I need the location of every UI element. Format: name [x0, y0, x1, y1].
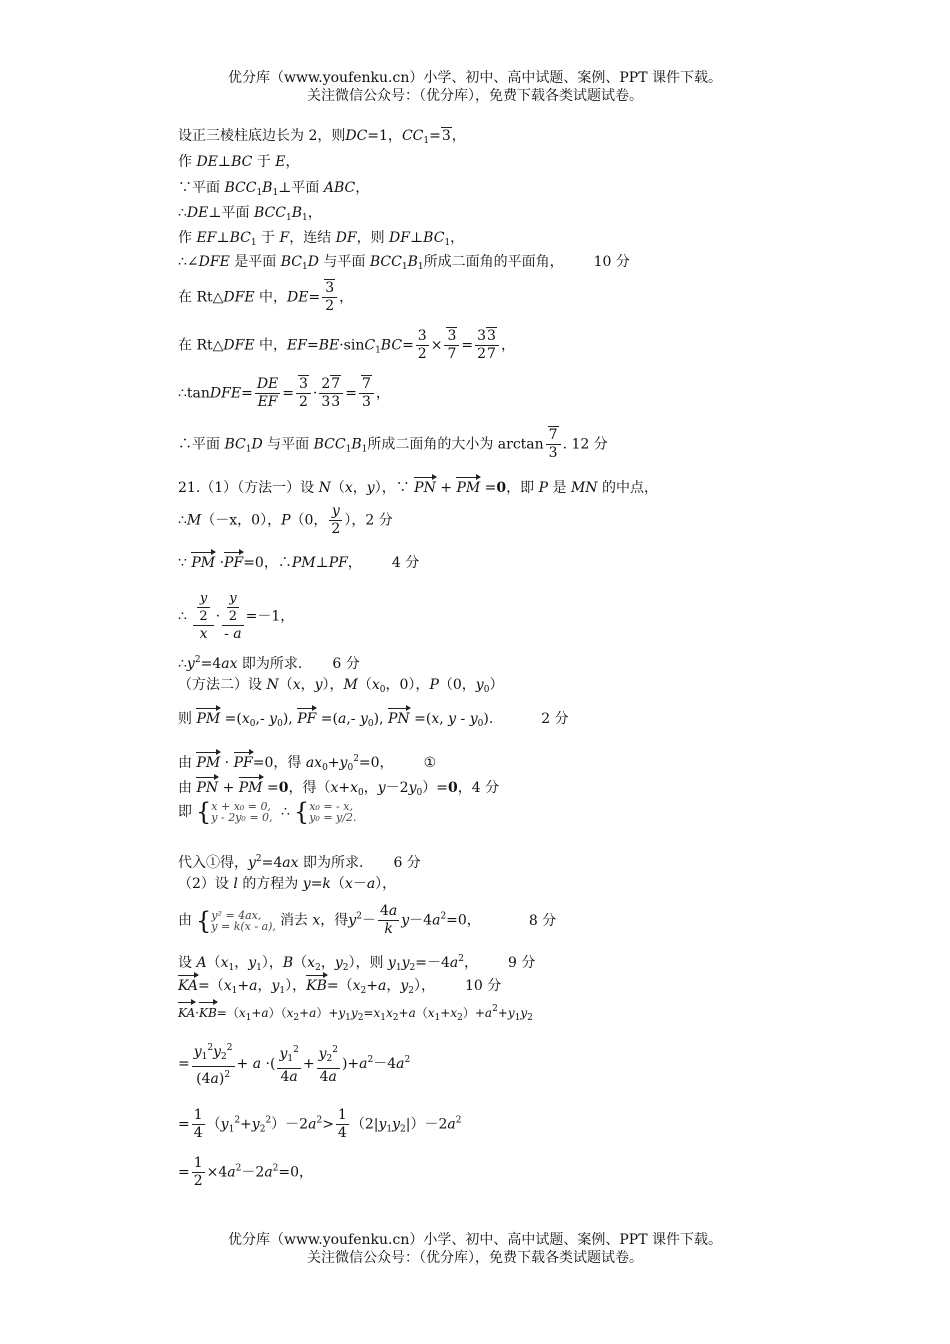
- line-ef-perp: 作 $EF\perp BC_1$ 于 F，连结 DF，则 $DF\perp BC_1$，: [178, 230, 465, 248]
- text: 于: [261, 230, 276, 246]
- text: 作: [178, 230, 192, 246]
- line-final: = $\frac{1}{2}$ $\times 4a^2-2a^2=0$，: [178, 1155, 314, 1189]
- text: 中，: [259, 289, 288, 306]
- page-footer-line-1: 优分库（www.youfenku.cn）小学、初中、高中试题、案例、PPT 课件下载。: [227, 1232, 722, 1248]
- text: 即: [178, 804, 192, 820]
- text: ∴平面: [178, 436, 220, 453]
- text: （0，: [290, 512, 328, 529]
- text: 于: [256, 154, 271, 170]
- text: 所成二面角的大小为 arctan: [367, 436, 544, 453]
- line-de-value: 在 Rt△DFE 中，DE= $\frac{3}{2}$ ，: [178, 280, 354, 314]
- text: 由: [178, 912, 192, 929]
- line-slope-product: ∴ $\frac{\frac{y}{2}}{x}$ · $\frac{\frac{y}{2}}{- a}$ =－1，: [178, 591, 295, 642]
- text: （方法二）设: [178, 677, 262, 693]
- score-label: 8 分: [528, 912, 557, 929]
- line-result-1: $\therefore y^2=4ax$ 即为所求. 6 分: [178, 655, 360, 672]
- score-label: 4 分: [391, 555, 420, 571]
- text: 则: [178, 711, 192, 727]
- line-pm-pf: ∵ PM ·PF=0，∴PM⊥PF， 4 分: [178, 551, 419, 572]
- text: 是平面: [234, 254, 277, 270]
- text: ⊥平面: [208, 205, 250, 221]
- text: 设: [178, 955, 192, 971]
- text: （－x，0），: [201, 512, 282, 529]
- text: ，连结: [289, 230, 332, 246]
- text: ）: [422, 780, 437, 796]
- text: 作: [178, 154, 192, 170]
- text: 即为所求.: [303, 855, 364, 871]
- text: 中，: [259, 337, 288, 354]
- text: 是: [552, 480, 567, 496]
- question-number: 21.（1）（方法一）设: [178, 480, 315, 496]
- line-dot-zero: 由 PM · PF=0，得 $ax_0+y_0^2=0$， ①: [178, 750, 436, 777]
- text: ，则: [356, 230, 385, 246]
- text: =0，得: [252, 755, 302, 771]
- text: 由: [178, 755, 192, 771]
- line-eliminate: 由 {y² = 4ax, y = k(x - a), 消去 x，得$y^2-$ $\frac{4a}{k}$ $y-4a^2=0$， 8 分: [178, 903, 557, 937]
- text: 所成二面角的平面角，: [423, 254, 564, 270]
- text: ∴: [178, 656, 187, 672]
- text: 与平面: [323, 254, 366, 270]
- line-expand-1: = $\frac{y_1^2y_2^2}{(4a)^2}$ + a ·( $\frac{y_1^2}{4a}$ + $\frac{y_2^2}{4a}$ )$+a^2-4a^2$: [178, 1040, 410, 1088]
- line-inequality: = $\frac{1}{4}$ $(y_1^2+y_2^2)-2a^2>$ $\frac{1}{4}$ $(2|y_1y_2|)-2a^2$: [178, 1107, 462, 1141]
- line-method-2: （方法二）设 N（x，y），$M(x_0$，0），P（0，$y_0$）: [178, 677, 504, 695]
- text: 消去: [279, 912, 308, 929]
- page-footer-line-2: 关注微信公众号：（优分库），免费下载各类试题试卷。: [307, 1250, 643, 1266]
- text: 在 Rt△: [178, 289, 224, 306]
- text: ，得: [320, 912, 349, 929]
- score-label: . 12 分: [562, 436, 608, 453]
- text: ∴: [178, 205, 187, 221]
- line-de-plane: ∴DE⊥平面 $BCC_1B_1$，: [178, 205, 322, 223]
- text: ，4 分: [457, 780, 500, 796]
- line-ka-kb: $KA=(x_1+a$，$y_1$），$KB=(x_2+a$，$y_2$）， 10 分: [178, 974, 501, 1000]
- text: ∴tan: [178, 385, 210, 402]
- text: 即为所求.: [241, 656, 303, 672]
- line-side-length: 设正三棱柱底边长为 2，则DC=1，$CC_1=3$，: [178, 128, 466, 146]
- score-label: 6 分: [332, 656, 360, 672]
- equation-label: ①: [423, 755, 437, 771]
- text: ，得（: [288, 780, 331, 796]
- text: ∴∠: [178, 254, 199, 270]
- line-ef-value: 在 Rt△DFE 中，EF=BE·sinC$_1$BC= $\frac{3}{2}$ × $\frac{3}{7}$ = $\frac{33}{27}$ ，: [178, 328, 515, 362]
- text: ，∵: [381, 480, 410, 496]
- text: ⊥平面: [278, 180, 320, 196]
- text: 代入①得，: [178, 855, 248, 871]
- text: 的中点，: [602, 480, 658, 496]
- line-result-2: 代入①得，$y^2=4ax$ 即为所求. 6 分: [178, 854, 421, 871]
- page-header-line-2: 关注微信公众号：（优分库），免费下载各类试题试卷。: [307, 88, 643, 104]
- score-label: 2 分: [541, 711, 569, 727]
- text: =0，∴: [243, 555, 292, 571]
- line-system-1: 即 {x + x₀ = 0, y - 2y₀ = 0, ∴ {x₀ = - x, y₀ = y/2.: [178, 798, 357, 826]
- score-label: 10 分: [593, 254, 630, 270]
- text: 的方程为: [242, 876, 299, 892]
- line-vectors: 则 PM $=(x_0,-$ $y_0$), PF =(a,- $y_0$), PN =(x, y - $y_0$). 2 分: [178, 707, 569, 733]
- line-q21-start: 21.（1）（方法一）设 N（x，y），∵ PN + PM =0，即 P 是 MN 的中点，: [178, 476, 658, 497]
- text: =: [178, 1164, 190, 1181]
- score-label: 9 分: [507, 955, 536, 971]
- text-setup: 设正三棱柱底边长为 2，则: [178, 128, 346, 144]
- text: 在 Rt△: [178, 337, 224, 354]
- text: ∴: [178, 512, 187, 529]
- line-tan-value: ∴tanDFE= $\frac{DE}{EF}$ = $\frac{3}{2}$ · $\frac{27}{33}$ = $\frac{7}{3}$ ，: [178, 376, 390, 410]
- line-de-perp: 作 DE⊥BC 于 E，: [178, 154, 300, 170]
- text: ∴: [281, 804, 290, 820]
- score-label: 6 分: [393, 855, 421, 871]
- text: ，则: [355, 955, 384, 971]
- text: 由: [178, 780, 192, 796]
- score-label: 10 分: [465, 978, 502, 994]
- text: =: [178, 1116, 190, 1133]
- line-ab-points: 设 $A(x_1$，$y_1$），$B(x_2$，$y_2$），则 $y_1y_2=-4a^2$， 9 分: [178, 954, 536, 973]
- page-header-line-1: 优分库（www.youfenku.cn）小学、初中、高中试题、案例、PPT 课件下载。: [227, 70, 722, 86]
- text: ∴: [178, 608, 187, 625]
- text: ∵: [178, 555, 187, 571]
- text: =: [178, 1056, 190, 1072]
- text: ∵平面: [178, 180, 220, 196]
- line-plane-perp: ∵平面 $BCC_1B_1\perp$平面 ABC，: [178, 180, 370, 198]
- line-dihedral-result: ∴平面 $BC_1D$ 与平面 $BCC_1B_1$所成二面角的大小为 arctan $\frac{7}{3}$ . 12 分: [178, 427, 608, 461]
- line-sum-zero: 由 PN + PM =0，得（$x+x_0$，$y-2y_0)=0$，4 分: [178, 776, 499, 802]
- text: =－1，: [245, 608, 295, 625]
- line-part-2: （2）设 l 的方程为 y=k（x－a），: [178, 876, 397, 892]
- line-ka-dot-kb: $KA\cdot KB=(x_1+a)(x_2+a)+y_1y_2=x_1x_2+a(x_1+x_2)+a^2+y_1y_2$: [178, 1000, 533, 1027]
- text: 与平面: [267, 436, 310, 453]
- text: ，即: [506, 480, 535, 496]
- text: ），2 分: [344, 512, 393, 529]
- text: （2）设: [178, 876, 229, 892]
- line-dihedral-angle: ∴∠DFE 是平面 $BC_1D$ 与平面 $BCC_1B_1$所成二面角的平面角， 10 分: [178, 254, 630, 272]
- line-mp-coords: ∴M（－x，0），P（0， $\frac{y}{2}$ ），2 分: [178, 503, 393, 537]
